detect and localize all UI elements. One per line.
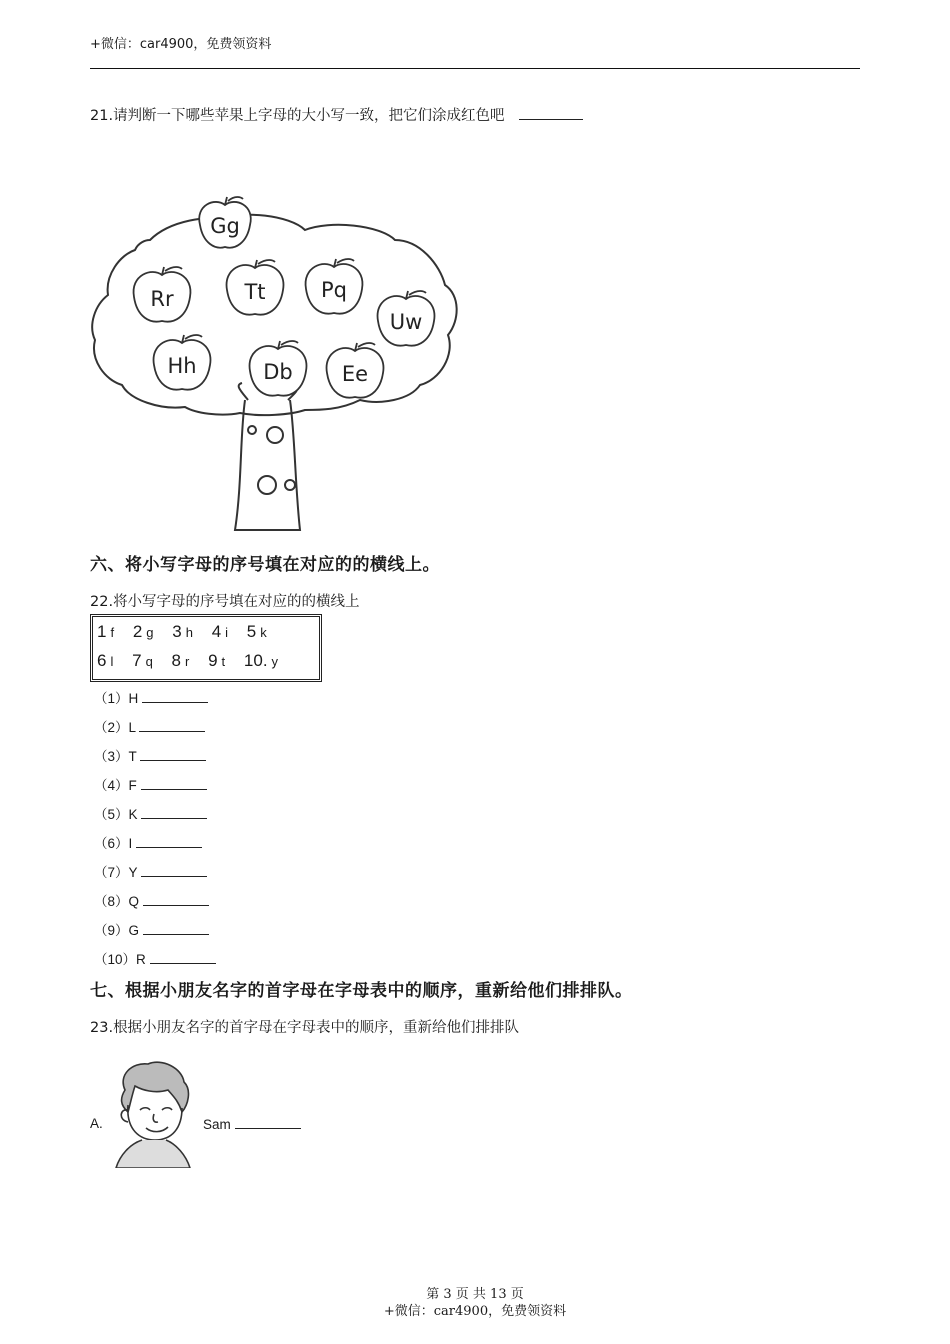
answer-item: （8）Q	[94, 890, 209, 910]
apple-label: Ee	[341, 362, 369, 386]
letter-cell: 6 l	[97, 651, 114, 670]
option-a-label: A.	[90, 1116, 103, 1131]
question-22-number: 22.	[90, 594, 114, 610]
answer-item: （2）L	[94, 716, 205, 736]
letter-cell: 2 g	[132, 622, 154, 641]
tree-trunk	[235, 400, 300, 530]
apple-label: Gg	[210, 214, 240, 238]
footer-watermark: +微信：car4900，免费领资料	[383, 1304, 567, 1319]
question-21-text: 请判断一下哪些苹果上字母的大小写一致，把它们涂成红色吧	[113, 108, 505, 124]
answer-blank[interactable]	[143, 922, 209, 935]
question-23	[90, 1016, 519, 1037]
apple-label: Uw	[389, 310, 423, 334]
letter-cell: 5 k	[246, 622, 267, 641]
answer-blank[interactable]	[140, 748, 206, 761]
answer-blank[interactable]	[519, 107, 583, 120]
question-22	[90, 590, 360, 611]
question-21-number: 21.	[90, 108, 114, 124]
name-sam: Sam	[203, 1116, 301, 1132]
apple-label: Pq	[321, 278, 347, 302]
question-22-text: 将小写字母的序号填在对应的的横线上	[113, 594, 360, 610]
letter-table	[90, 614, 322, 682]
answer-blank[interactable]	[136, 835, 202, 848]
letter-table-row-1	[97, 622, 281, 642]
letter-cell: 8 r	[171, 651, 190, 670]
answer-blank[interactable]	[143, 893, 209, 906]
answer-item: （3）T	[94, 745, 206, 765]
letter-cell: 7 q	[132, 651, 153, 670]
answer-item: （4）F	[94, 774, 207, 794]
answer-item: （7）Y	[94, 861, 207, 881]
section-6-title: 六、将小写字母的序号填在对应的的横线上。	[90, 555, 440, 575]
answer-blank[interactable]	[141, 806, 207, 819]
answer-item: （10）R	[94, 948, 216, 968]
page-number: 第 3 页 共 13 页	[426, 1287, 524, 1302]
apple-label: Rr	[150, 287, 174, 311]
boy-illustration	[110, 1060, 195, 1168]
answer-blank[interactable]	[141, 777, 207, 790]
letter-table-row-2	[97, 651, 292, 671]
answer-item: （5）K	[94, 803, 207, 823]
question-21	[90, 104, 583, 125]
apple-label: Tt	[244, 280, 266, 304]
apple-label: Hh	[167, 354, 197, 378]
answer-blank[interactable]	[150, 951, 216, 964]
answer-blank[interactable]	[235, 1116, 301, 1129]
header-watermark: +微信：car4900，免费领资料	[90, 37, 272, 52]
section-7-title: 七、根据小朋友名字的首字母在字母表中的顺序，重新给他们排排队。	[90, 981, 633, 1001]
answer-item: （1）H	[94, 687, 208, 707]
letter-cell: 1 f	[97, 622, 115, 641]
answer-item: （6）I	[94, 832, 202, 852]
answer-blank[interactable]	[142, 690, 208, 703]
question-23-text: 根据小朋友名字的首字母在字母表中的顺序，重新给他们排排队	[113, 1020, 520, 1036]
letter-cell: 10. y	[243, 651, 279, 670]
question-23-number: 23.	[90, 1020, 114, 1036]
answer-item: （9）G	[94, 919, 209, 939]
letter-cell: 3 h	[172, 622, 193, 641]
apple-tree-illustration	[90, 185, 465, 535]
apple-label: Db	[263, 360, 293, 384]
letter-cell: 9 t	[208, 651, 226, 670]
letter-cell: 4 i	[211, 622, 229, 641]
header-rule	[90, 68, 860, 69]
answer-blank[interactable]	[139, 719, 205, 732]
answer-blank[interactable]	[141, 864, 207, 877]
